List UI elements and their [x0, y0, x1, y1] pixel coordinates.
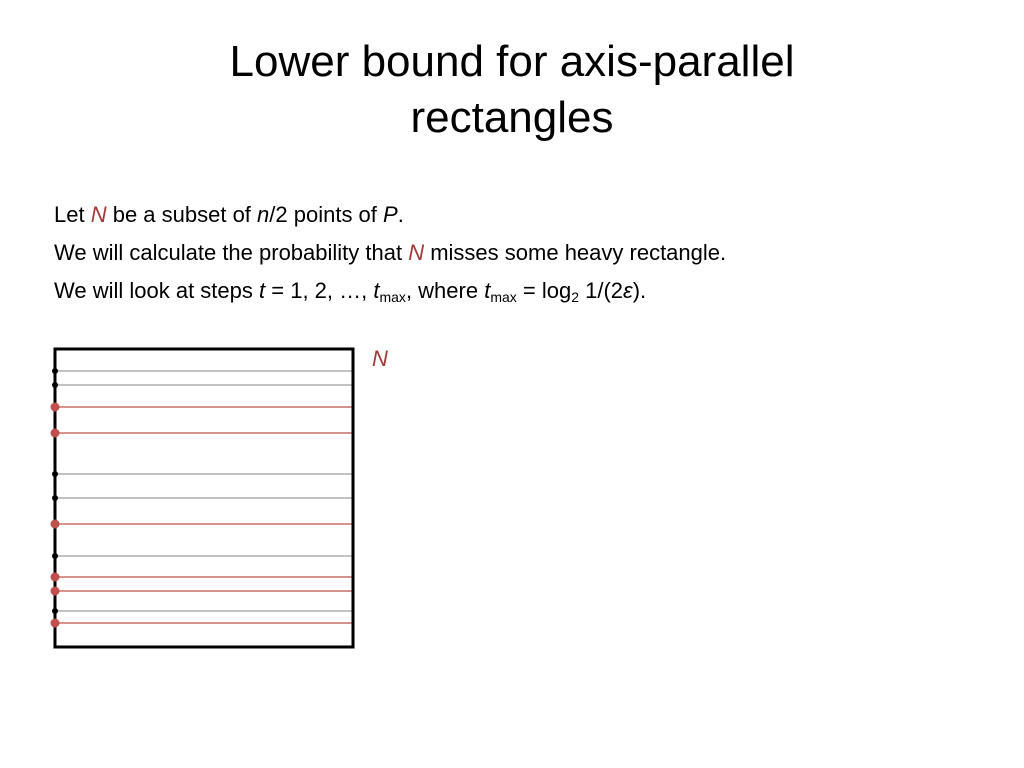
variable-N: N: [408, 240, 425, 265]
text-run: 1/(2: [579, 278, 624, 303]
text-run: = 1, 2, …,: [265, 278, 374, 303]
variable-epsilon: ε: [623, 278, 633, 303]
point-in-N: [51, 403, 60, 412]
text-run: Let: [54, 202, 91, 227]
subscript-max: max: [379, 289, 406, 305]
point-not-in-N: [52, 495, 58, 501]
point-not-in-N: [52, 471, 58, 477]
text-run: , where: [405, 278, 485, 303]
text-run: /2 points of: [269, 202, 384, 227]
variable-t: t: [259, 278, 266, 303]
variable-P: P: [383, 202, 398, 227]
title-line-1: Lower bound for axis-parallel: [229, 37, 795, 86]
point-in-N: [51, 520, 60, 529]
point-not-in-N: [52, 382, 58, 388]
variable-n: n: [257, 202, 270, 227]
point-in-N: [51, 429, 60, 438]
text-run: We will look at steps: [54, 278, 260, 303]
horizontal-lines: [55, 371, 353, 623]
text-run: ).: [632, 278, 647, 303]
text-run: .: [397, 202, 404, 227]
point-not-in-N: [52, 368, 58, 374]
text-run: = log: [516, 278, 572, 303]
variable-N: N: [90, 202, 107, 227]
text-run: misses some heavy rectangle.: [424, 240, 727, 265]
variable-t: t: [373, 278, 380, 303]
point-in-N: [51, 619, 60, 628]
point-not-in-N: [52, 553, 58, 559]
diagram-label-N: N: [372, 346, 388, 371]
subscript-2: 2: [571, 289, 580, 305]
point-in-N: [51, 573, 60, 582]
text-run: We will calculate the probability that: [54, 240, 409, 265]
point-in-N: [51, 587, 60, 596]
variable-t: t: [484, 278, 491, 303]
subscript-max: max: [490, 289, 517, 305]
point-not-in-N: [52, 608, 58, 614]
title-line-2: rectangles: [410, 93, 614, 142]
text-run: be a subset of: [106, 202, 258, 227]
